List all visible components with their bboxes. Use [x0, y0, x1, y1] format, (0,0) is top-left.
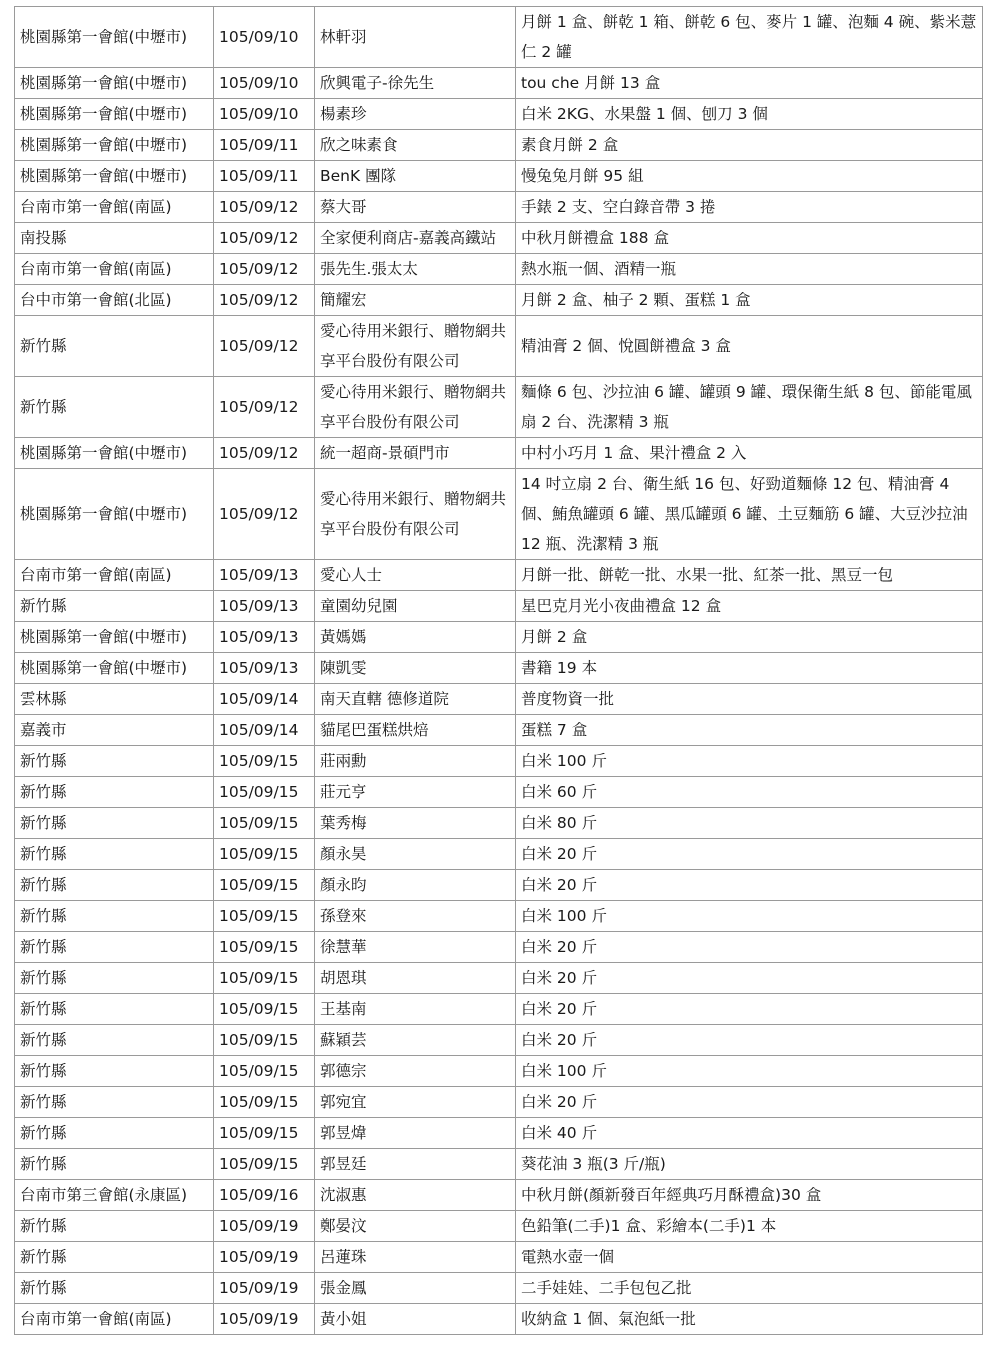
- donor-cell: 愛心待用米銀行、贈物網共享平台股份有限公司: [315, 469, 516, 560]
- donor-cell: 黃小姐: [315, 1304, 516, 1335]
- items-cell: 中秋月餅(顏新發百年經典巧月酥禮盒)30 盒: [516, 1180, 983, 1211]
- donation-table-body: [15, 7, 983, 1335]
- items-cell: 二手娃娃、二手包包乙批: [516, 1273, 983, 1304]
- date-cell: 105/09/15: [214, 870, 315, 901]
- table-row: [15, 622, 983, 653]
- table-row: [15, 808, 983, 839]
- donor-cell: 林軒羽: [315, 7, 516, 68]
- table-row: [15, 1304, 983, 1335]
- location-cell: 新竹縣: [15, 1118, 214, 1149]
- date-cell: 105/09/15: [214, 1118, 315, 1149]
- date-cell: 105/09/11: [214, 130, 315, 161]
- location-cell: 新竹縣: [15, 746, 214, 777]
- table-row: [15, 994, 983, 1025]
- date-cell: 105/09/15: [214, 963, 315, 994]
- date-cell: 105/09/15: [214, 1087, 315, 1118]
- table-row: [15, 438, 983, 469]
- donor-cell: 徐慧華: [315, 932, 516, 963]
- items-cell: 月餅 2 盒: [516, 622, 983, 653]
- location-cell: 新竹縣: [15, 963, 214, 994]
- table-row: [15, 7, 983, 68]
- donor-cell: 愛心人士: [315, 560, 516, 591]
- items-cell: 白米 100 斤: [516, 901, 983, 932]
- table-row: [15, 901, 983, 932]
- location-cell: 桃園縣第一會館(中壢市): [15, 469, 214, 560]
- date-cell: 105/09/12: [214, 377, 315, 438]
- donor-cell: 顏永昀: [315, 870, 516, 901]
- location-cell: 桃園縣第一會館(中壢市): [15, 653, 214, 684]
- items-cell: 中秋月餅禮盒 188 盒: [516, 223, 983, 254]
- date-cell: 105/09/12: [214, 438, 315, 469]
- items-cell: 精油膏 2 個、悅圓餅禮盒 3 盒: [516, 316, 983, 377]
- location-cell: 桃園縣第一會館(中壢市): [15, 622, 214, 653]
- date-cell: 105/09/12: [214, 285, 315, 316]
- items-cell: 白米 2KG、水果盤 1 個、刨刀 3 個: [516, 99, 983, 130]
- date-cell: 105/09/15: [214, 746, 315, 777]
- items-cell: 白米 100 斤: [516, 746, 983, 777]
- date-cell: 105/09/19: [214, 1304, 315, 1335]
- donation-table: [14, 6, 983, 1335]
- donor-cell: 王基南: [315, 994, 516, 1025]
- items-cell: 月餅一批、餅乾一批、水果一批、紅茶一批、黑豆一包: [516, 560, 983, 591]
- date-cell: 105/09/12: [214, 223, 315, 254]
- items-cell: 星巴克月光小夜曲禮盒 12 盒: [516, 591, 983, 622]
- table-row: [15, 560, 983, 591]
- donor-cell: 楊素珍: [315, 99, 516, 130]
- items-cell: 熱水瓶一個、酒精一瓶: [516, 254, 983, 285]
- table-row: [15, 99, 983, 130]
- location-cell: 台南市第一會館(南區): [15, 560, 214, 591]
- date-cell: 105/09/12: [214, 192, 315, 223]
- items-cell: 白米 20 斤: [516, 932, 983, 963]
- donor-cell: 顏永昊: [315, 839, 516, 870]
- donor-cell: 郭德宗: [315, 1056, 516, 1087]
- donor-cell: 愛心待用米銀行、贈物網共享平台股份有限公司: [315, 316, 516, 377]
- table-row: [15, 1180, 983, 1211]
- location-cell: 桃園縣第一會館(中壢市): [15, 438, 214, 469]
- items-cell: tou che 月餅 13 盒: [516, 68, 983, 99]
- items-cell: 葵花油 3 瓶(3 斤/瓶): [516, 1149, 983, 1180]
- location-cell: 新竹縣: [15, 932, 214, 963]
- items-cell: 白米 100 斤: [516, 1056, 983, 1087]
- items-cell: 白米 40 斤: [516, 1118, 983, 1149]
- date-cell: 105/09/12: [214, 316, 315, 377]
- location-cell: 新竹縣: [15, 1273, 214, 1304]
- location-cell: 雲林縣: [15, 684, 214, 715]
- donor-cell: 愛心待用米銀行、贈物網共享平台股份有限公司: [315, 377, 516, 438]
- table-row: [15, 161, 983, 192]
- table-row: [15, 1087, 983, 1118]
- donor-cell: BenK 團隊: [315, 161, 516, 192]
- items-cell: 月餅 1 盒、餅乾 1 箱、餅乾 6 包、麥片 1 罐、泡麵 4 碗、紫米薏仁 2 罐: [516, 7, 983, 68]
- date-cell: 105/09/13: [214, 560, 315, 591]
- donor-cell: 南天直轄 德修道院: [315, 684, 516, 715]
- location-cell: 南投縣: [15, 223, 214, 254]
- donor-cell: 莊兩勳: [315, 746, 516, 777]
- donor-cell: 郭昱廷: [315, 1149, 516, 1180]
- location-cell: 新竹縣: [15, 870, 214, 901]
- items-cell: 書籍 19 本: [516, 653, 983, 684]
- table-row: [15, 746, 983, 777]
- table-row: [15, 1025, 983, 1056]
- date-cell: 105/09/12: [214, 469, 315, 560]
- location-cell: 台南市第一會館(南區): [15, 254, 214, 285]
- date-cell: 105/09/15: [214, 808, 315, 839]
- date-cell: 105/09/15: [214, 1149, 315, 1180]
- date-cell: 105/09/13: [214, 591, 315, 622]
- location-cell: 桃園縣第一會館(中壢市): [15, 130, 214, 161]
- donor-cell: 全家便利商店-嘉義高鐵站: [315, 223, 516, 254]
- location-cell: 台中市第一會館(北區): [15, 285, 214, 316]
- table-row: [15, 377, 983, 438]
- items-cell: 手錶 2 支、空白錄音帶 3 捲: [516, 192, 983, 223]
- donor-cell: 貓尾巴蛋糕烘焙: [315, 715, 516, 746]
- date-cell: 105/09/19: [214, 1273, 315, 1304]
- items-cell: 白米 20 斤: [516, 839, 983, 870]
- donor-cell: 沈淑惠: [315, 1180, 516, 1211]
- table-row: [15, 932, 983, 963]
- location-cell: 新竹縣: [15, 808, 214, 839]
- table-row: [15, 715, 983, 746]
- date-cell: 105/09/14: [214, 684, 315, 715]
- location-cell: 台南市第一會館(南區): [15, 192, 214, 223]
- location-cell: 桃園縣第一會館(中壢市): [15, 99, 214, 130]
- table-row: [15, 1273, 983, 1304]
- items-cell: 白米 20 斤: [516, 1025, 983, 1056]
- donor-cell: 童園幼兒園: [315, 591, 516, 622]
- date-cell: 105/09/13: [214, 622, 315, 653]
- location-cell: 新竹縣: [15, 901, 214, 932]
- location-cell: 新竹縣: [15, 316, 214, 377]
- table-row: [15, 68, 983, 99]
- table-row: [15, 1149, 983, 1180]
- location-cell: 嘉義市: [15, 715, 214, 746]
- items-cell: 色鉛筆(二手)1 盒、彩繪本(二手)1 本: [516, 1211, 983, 1242]
- items-cell: 電熱水壺一個: [516, 1242, 983, 1273]
- date-cell: 105/09/12: [214, 254, 315, 285]
- date-cell: 105/09/19: [214, 1242, 315, 1273]
- donor-cell: 郭宛宜: [315, 1087, 516, 1118]
- date-cell: 105/09/10: [214, 99, 315, 130]
- location-cell: 新竹縣: [15, 777, 214, 808]
- items-cell: 收納盒 1 個、氣泡紙一批: [516, 1304, 983, 1335]
- table-row: [15, 870, 983, 901]
- date-cell: 105/09/10: [214, 7, 315, 68]
- table-row: [15, 963, 983, 994]
- date-cell: 105/09/19: [214, 1211, 315, 1242]
- items-cell: 慢兔兔月餅 95 組: [516, 161, 983, 192]
- date-cell: 105/09/15: [214, 1056, 315, 1087]
- location-cell: 新竹縣: [15, 1242, 214, 1273]
- location-cell: 新竹縣: [15, 377, 214, 438]
- table-row: [15, 254, 983, 285]
- donor-cell: 鄭晏汶: [315, 1211, 516, 1242]
- date-cell: 105/09/15: [214, 777, 315, 808]
- location-cell: 新竹縣: [15, 1025, 214, 1056]
- items-cell: 白米 20 斤: [516, 963, 983, 994]
- donor-cell: 郭昱煒: [315, 1118, 516, 1149]
- donor-cell: 蔡大哥: [315, 192, 516, 223]
- donor-cell: 統一超商-景碩門市: [315, 438, 516, 469]
- location-cell: 新竹縣: [15, 994, 214, 1025]
- location-cell: 桃園縣第一會館(中壢市): [15, 7, 214, 68]
- location-cell: 台南市第一會館(南區): [15, 1304, 214, 1335]
- donor-cell: 欣之味素食: [315, 130, 516, 161]
- table-row: [15, 285, 983, 316]
- date-cell: 105/09/13: [214, 653, 315, 684]
- donor-cell: 張先生.張太太: [315, 254, 516, 285]
- location-cell: 新竹縣: [15, 1211, 214, 1242]
- date-cell: 105/09/14: [214, 715, 315, 746]
- table-row: [15, 839, 983, 870]
- donor-cell: 簡耀宏: [315, 285, 516, 316]
- table-row: [15, 1118, 983, 1149]
- date-cell: 105/09/15: [214, 994, 315, 1025]
- table-row: [15, 653, 983, 684]
- items-cell: 月餅 2 盒、柚子 2 顆、蛋糕 1 盒: [516, 285, 983, 316]
- donor-cell: 陳凱雯: [315, 653, 516, 684]
- location-cell: 新竹縣: [15, 839, 214, 870]
- date-cell: 105/09/15: [214, 839, 315, 870]
- donor-cell: 張金鳳: [315, 1273, 516, 1304]
- table-row: [15, 591, 983, 622]
- date-cell: 105/09/16: [214, 1180, 315, 1211]
- location-cell: 桃園縣第一會館(中壢市): [15, 161, 214, 192]
- date-cell: 105/09/15: [214, 1025, 315, 1056]
- table-row: [15, 1242, 983, 1273]
- location-cell: 新竹縣: [15, 1056, 214, 1087]
- items-cell: 白米 20 斤: [516, 1087, 983, 1118]
- date-cell: 105/09/15: [214, 901, 315, 932]
- location-cell: 新竹縣: [15, 1149, 214, 1180]
- items-cell: 麵條 6 包、沙拉油 6 罐、罐頭 9 罐、環保衛生紙 8 包、節能電風扇 2 台、洗潔精 3 瓶: [516, 377, 983, 438]
- items-cell: 白米 80 斤: [516, 808, 983, 839]
- donor-cell: 胡恩琪: [315, 963, 516, 994]
- table-row: [15, 777, 983, 808]
- location-cell: 新竹縣: [15, 1087, 214, 1118]
- table-row: [15, 223, 983, 254]
- date-cell: 105/09/15: [214, 932, 315, 963]
- table-row: [15, 469, 983, 560]
- location-cell: 新竹縣: [15, 591, 214, 622]
- donor-cell: 孫登來: [315, 901, 516, 932]
- donor-cell: 葉秀梅: [315, 808, 516, 839]
- donor-cell: 呂蓮珠: [315, 1242, 516, 1273]
- donor-cell: 蘇穎芸: [315, 1025, 516, 1056]
- table-row: [15, 1211, 983, 1242]
- location-cell: 桃園縣第一會館(中壢市): [15, 68, 214, 99]
- table-row: [15, 316, 983, 377]
- items-cell: 白米 20 斤: [516, 870, 983, 901]
- items-cell: 素食月餅 2 盒: [516, 130, 983, 161]
- table-row: [15, 192, 983, 223]
- donor-cell: 莊元亨: [315, 777, 516, 808]
- items-cell: 白米 20 斤: [516, 994, 983, 1025]
- date-cell: 105/09/10: [214, 68, 315, 99]
- location-cell: 台南市第三會館(永康區): [15, 1180, 214, 1211]
- items-cell: 蛋糕 7 盒: [516, 715, 983, 746]
- items-cell: 中村小巧月 1 盒、果汁禮盒 2 入: [516, 438, 983, 469]
- items-cell: 14 吋立扇 2 台、衛生紙 16 包、好勁道麵條 12 包、精油膏 4 個、鮪魚罐頭 6 罐、黑瓜罐頭 6 罐、土豆麵筋 6 罐、大豆沙拉油 12 瓶、洗潔精 3 瓶: [516, 469, 983, 560]
- table-row: [15, 130, 983, 161]
- donor-cell: 黃媽媽: [315, 622, 516, 653]
- items-cell: 白米 60 斤: [516, 777, 983, 808]
- table-row: [15, 1056, 983, 1087]
- items-cell: 普度物資一批: [516, 684, 983, 715]
- date-cell: 105/09/11: [214, 161, 315, 192]
- donor-cell: 欣興電子-徐先生: [315, 68, 516, 99]
- table-row: [15, 684, 983, 715]
- donation-record-sheet: [14, 6, 982, 1335]
